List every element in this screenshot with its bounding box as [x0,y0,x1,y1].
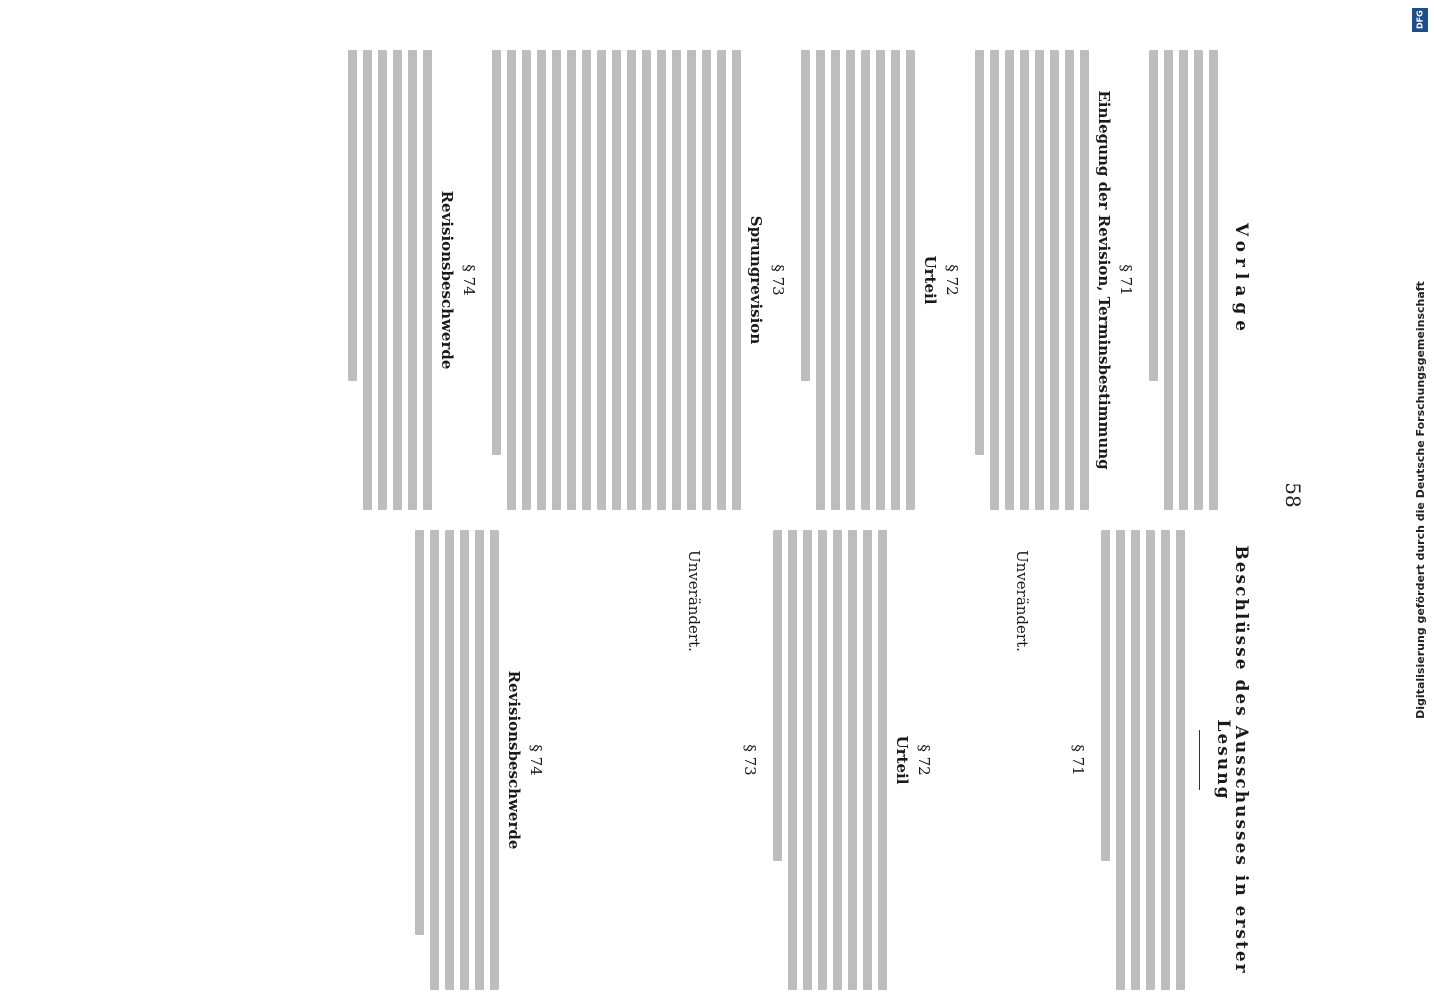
page-number: 58 [1281,482,1305,508]
right-section-note: Unverändert. [1013,550,1031,652]
heading-rule [1199,730,1200,790]
left-paragraph-placeholder [348,50,432,510]
digitization-sidebar [1406,0,1434,1000]
digitization-caption: Digitalisierung gefördert durch die Deutsche Forschungsgemeinschaft [1413,281,1427,719]
left-paragraph-placeholder [1149,50,1218,510]
right-section-number: § 71 [1069,744,1087,776]
right-section-number: § 74 [527,744,545,776]
left-column-heading: Vorlage [1231,222,1251,338]
right-section-number: § 72 [915,744,933,776]
left-section-title: Einlegung der Revision, Terminsbestimmung [1095,90,1113,470]
right-paragraph-placeholder [415,530,499,990]
right-column [409,530,1250,990]
left-paragraph-placeholder [975,50,1089,510]
left-column [342,50,1250,510]
right-paragraph-placeholder [1101,530,1185,990]
right-section-title: Revisionsbeschwerde [505,670,523,850]
right-section-number: § 73 [741,744,759,776]
left-section-title: Urteil [921,255,939,305]
left-section-number: § 71 [1117,264,1135,296]
right-column-heading: Beschlüsse des Ausschusses in erster Lesung [1213,545,1251,975]
rotated-document-page [100,30,1310,975]
left-section-number: § 72 [943,264,961,296]
right-paragraph-placeholder [773,530,887,990]
left-paragraph-placeholder [492,50,741,510]
left-section-number: § 74 [460,264,478,296]
left-paragraph-placeholder [801,50,915,510]
dfg-logo: DFG [1412,8,1428,32]
left-section-title: Sprungrevision [747,215,765,345]
left-section-number: § 73 [769,264,787,296]
left-section-title: Revisionsbeschwerde [438,190,456,370]
right-section-title: Urteil [893,735,911,785]
right-section-note: Unverändert. [685,550,703,652]
